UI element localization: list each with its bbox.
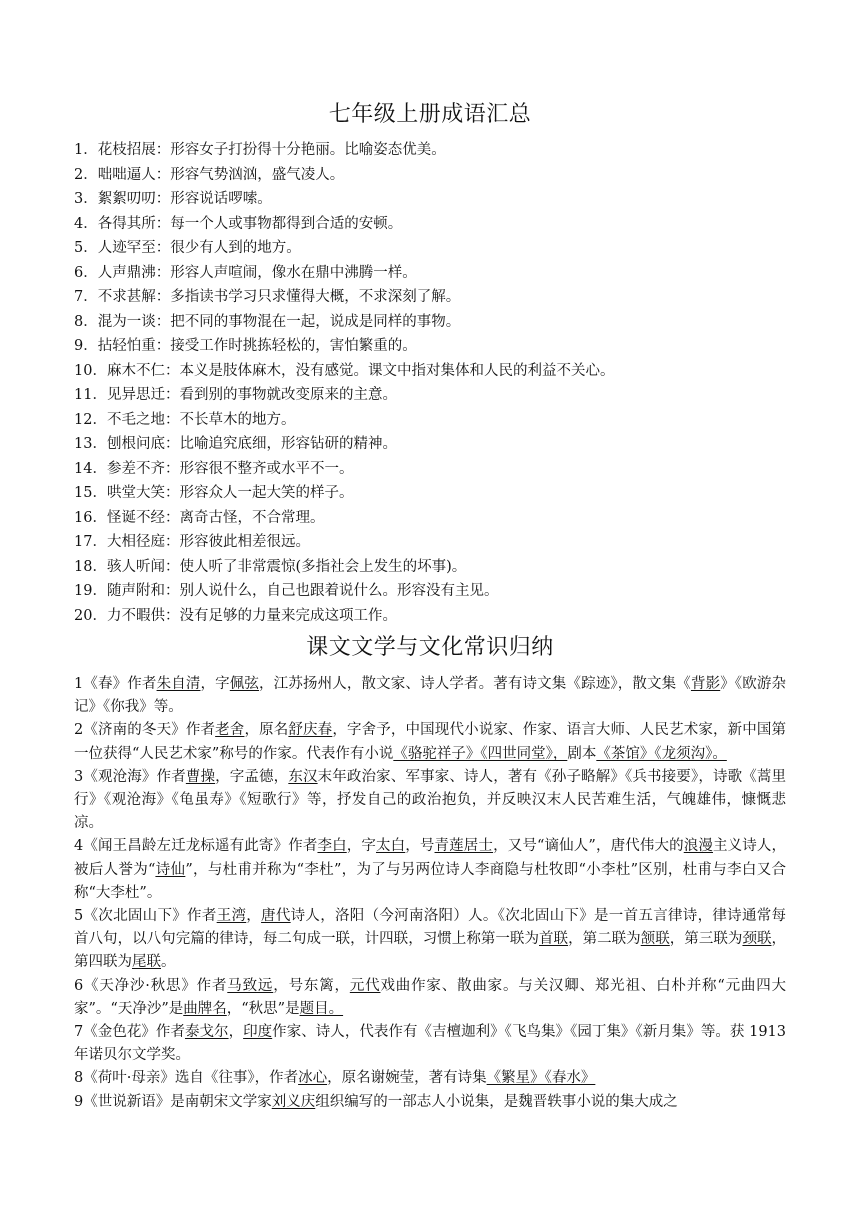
note-text: ， [228, 1024, 244, 1041]
underlined-key-term: 元代 [349, 977, 381, 994]
idiom-item: 20．力不暇供：没有足够的力量来完成这项工作。 [74, 607, 397, 624]
underlined-key-term: 李白 [317, 838, 347, 855]
note-text: 4《闻王昌龄左迁龙标遥有此寄》作者 [74, 838, 318, 855]
note-text: ，原名谢婉莹，著有诗集 [327, 1070, 487, 1087]
idiom-item: 12．不毛之地：不长草木的地方。 [74, 411, 296, 428]
note-text: ，字 [200, 676, 230, 692]
underlined-key-term: 《骆驼祥子》《四世同堂》， [393, 745, 568, 762]
note-text: ，号 [405, 838, 435, 855]
idiom-item: 1．花枝招展：形容女子打扮得十分艳丽。比喻姿态优美。 [74, 142, 446, 158]
underlined-key-term: 题目。 [299, 1000, 344, 1017]
literature-note [74, 719, 786, 765]
underlined-key-term: 王湾 [216, 908, 247, 925]
underlined-key-term: 朱自清 [156, 676, 201, 692]
underlined-key-term: 颔联 [640, 931, 670, 948]
idiom-item: 4．各得其所：每一个人或事物都得到合适的安顿。 [74, 215, 403, 232]
note-text: 组织编写的一部志人小说集，是魏晋轶事小说的集大成之 [315, 1093, 678, 1110]
note-text: ，字舍予，中国现代小说家、作家、语言大师、人民艺术家，新中国第一位获得“人民艺术家”称号的作家。代表作有小说 [74, 722, 787, 762]
note-text: 作家、诗人，代表作有《吉檀迦利》《飞鸟集》《园丁集》《新月集》等。获 1913 年诺贝尔文学奖。 [74, 1024, 787, 1064]
underlined-key-term: 冰心 [298, 1070, 328, 1087]
idiom-item: 14．参差不齐：形容很不整齐或水平不一。 [74, 460, 354, 477]
note-text: 6《天净沙·秋思》作者 [74, 977, 228, 994]
note-text: ， [246, 908, 262, 925]
literature-note [74, 835, 786, 905]
underlined-key-term: 尾联 [132, 954, 161, 971]
underlined-key-term: 首联 [539, 931, 569, 948]
idiom-item: 16．怪诞不经：离奇古怪，不合常理。 [74, 509, 325, 526]
underlined-key-term: 浪漫 [683, 838, 713, 855]
literature-note [74, 766, 786, 836]
underlined-key-term: 泰戈尔 [184, 1024, 229, 1041]
note-text: 3《观沧海》作者 [74, 768, 186, 785]
note-text: 1《春》作者 [74, 676, 157, 692]
idiom-item: 2．咄咄逼人：形容气势汹汹，盛气凌人。 [74, 166, 345, 183]
note-text: ”，与杜甫并称为“李杜”，为了与另两位诗人李商隐与杜牧即“小李杜”区别，杜甫与李白又合称“大李杜”。 [74, 861, 787, 901]
underlined-key-term: 舒庆春 [288, 722, 333, 739]
literature-notes [74, 673, 786, 1114]
note-text: 7《金色花》作者 [74, 1024, 185, 1041]
underlined-key-term: 东汉 [288, 768, 318, 785]
note-text: 8《荷叶·母亲》选自《往事》，作者 [74, 1070, 299, 1087]
idiom-item: 18．骇人听闻：使人听了非常震惊(多指社会上发生的坏事)。 [74, 558, 467, 575]
note-text: 主义诗人，被后人誉为“ [74, 838, 787, 878]
underlined-key-term: 太白 [376, 838, 406, 855]
underlined-key-term: 曹操 [185, 768, 216, 785]
idiom-item: 5．人迹罕至：很少有人到的地方。 [74, 240, 301, 256]
note-text: ，第三联为 [669, 931, 743, 948]
idiom-item: 7．不求甚解：多指读书学习只求懂得大概，不求深刻了解。 [74, 289, 461, 305]
underlined-key-term: 马致远 [227, 977, 274, 994]
idiom-item: 6．人声鼎沸：形容人声喧闹，像水在鼎中沸腾一样。 [74, 264, 417, 281]
underlined-key-term: 曲牌名 [183, 1000, 227, 1017]
underlined-key-term: 唐代 [261, 908, 291, 925]
underlined-key-term: 刘义庆 [271, 1093, 316, 1110]
literature-section-title: 课文文学与文化常识归纳 [306, 635, 554, 660]
underlined-key-term: 颈联 [742, 931, 772, 948]
note-text: ，第二联为 [568, 931, 641, 948]
underlined-key-term: 背影 [690, 676, 721, 692]
note-text: 诗人，洛阳（今河南洛阳）人。《次北固山下》是一首五言律诗，律诗通常每首八句，以八句完篇的律诗，每二句成一联，计四联，习惯上称第一联为 [74, 908, 787, 948]
idiom-item: 17．大相径庭：形容彼此相差很远。 [74, 534, 310, 550]
underlined-key-term: 《繁星》《春水》 [486, 1070, 596, 1087]
note-text: 剧本 [567, 745, 597, 762]
idiom-list [74, 138, 794, 628]
literature-note [74, 673, 786, 719]
underlined-key-term: 老舍 [215, 722, 245, 739]
idiom-item: 19．随声附和：别人说什么，自己也跟着说什么。形容没有主见。 [74, 583, 499, 599]
literature-note [74, 1067, 786, 1090]
note-text: 9《世说新语》是南朝宋文学家 [74, 1093, 272, 1110]
idiom-section-title: 七年级上册成语汇总 [328, 102, 532, 127]
note-text: 》《欧游杂记》《你我》等。 [74, 676, 787, 716]
literature-note [74, 1091, 786, 1114]
note-text: ，号东篱， [273, 977, 350, 994]
note-text: ，“秋思”是 [226, 1000, 300, 1017]
underlined-key-term: 《茶馆》《龙须沟》。 [596, 745, 727, 762]
note-text: 末年政治家、军事家、诗人，著有《孙子略解》《兵书接要》，诗歌《蒿里行》《观沧海》《龟虽寿》《短歌行》等，抒发自己的政治抱负，并反映汉末人民苦难生活，气魄雄伟，慷慨悲凉。 [74, 768, 787, 832]
note-text: 戏曲作家、散曲家。与关汉卿、郑光祖、白朴并称“元曲四大家”。“天净沙”是 [74, 977, 787, 1017]
note-text: ，字孟德， [215, 768, 289, 785]
idiom-item: 15．哄堂大笑：形容众人一起大笑的样子。 [74, 485, 354, 501]
idiom-item: 13．刨根问底：比喻追究底细，形容钻研的精神。 [74, 436, 397, 452]
idiom-item: 8．混为一谈：把不同的事物混在一起，说成是同样的事物。 [74, 313, 461, 330]
literature-note [74, 975, 786, 1021]
note-text: ，又号“谪仙人”，唐代伟大的 [493, 838, 684, 855]
note-text: 2《济南的冬天》作者 [74, 722, 216, 739]
note-text: 。 [161, 954, 176, 971]
underlined-key-term: 诗仙 [155, 861, 186, 878]
idiom-item: 3．絮絮叨叨：形容说话啰嗦。 [74, 191, 272, 207]
note-text: ，字 [346, 838, 376, 855]
note-text: ，江苏扬州人，散文家、诗人学者。著有诗文集《踪迹》，散文集《 [259, 676, 691, 692]
note-text: 5《次北固山下》作者 [74, 908, 217, 925]
underlined-key-term: 印度 [243, 1024, 273, 1041]
literature-note [74, 905, 786, 975]
idiom-item: 9．拈轻怕重：接受工作时挑拣轻松的，害怕繁重的。 [74, 338, 417, 354]
literature-note [74, 1021, 786, 1067]
idiom-item: 10．麻木不仁：本义是肢体麻木，没有感觉。课文中指对集体和人民的利益不关心。 [74, 362, 615, 379]
underlined-key-term: 佩弦 [229, 676, 260, 692]
idiom-item: 11．见异思迁：看到别的事物就改变原来的主意。 [74, 387, 397, 403]
underlined-key-term: 青莲居士 [434, 838, 494, 855]
note-text: ，第四联为 [74, 931, 786, 971]
note-text: ，原名 [244, 722, 289, 739]
